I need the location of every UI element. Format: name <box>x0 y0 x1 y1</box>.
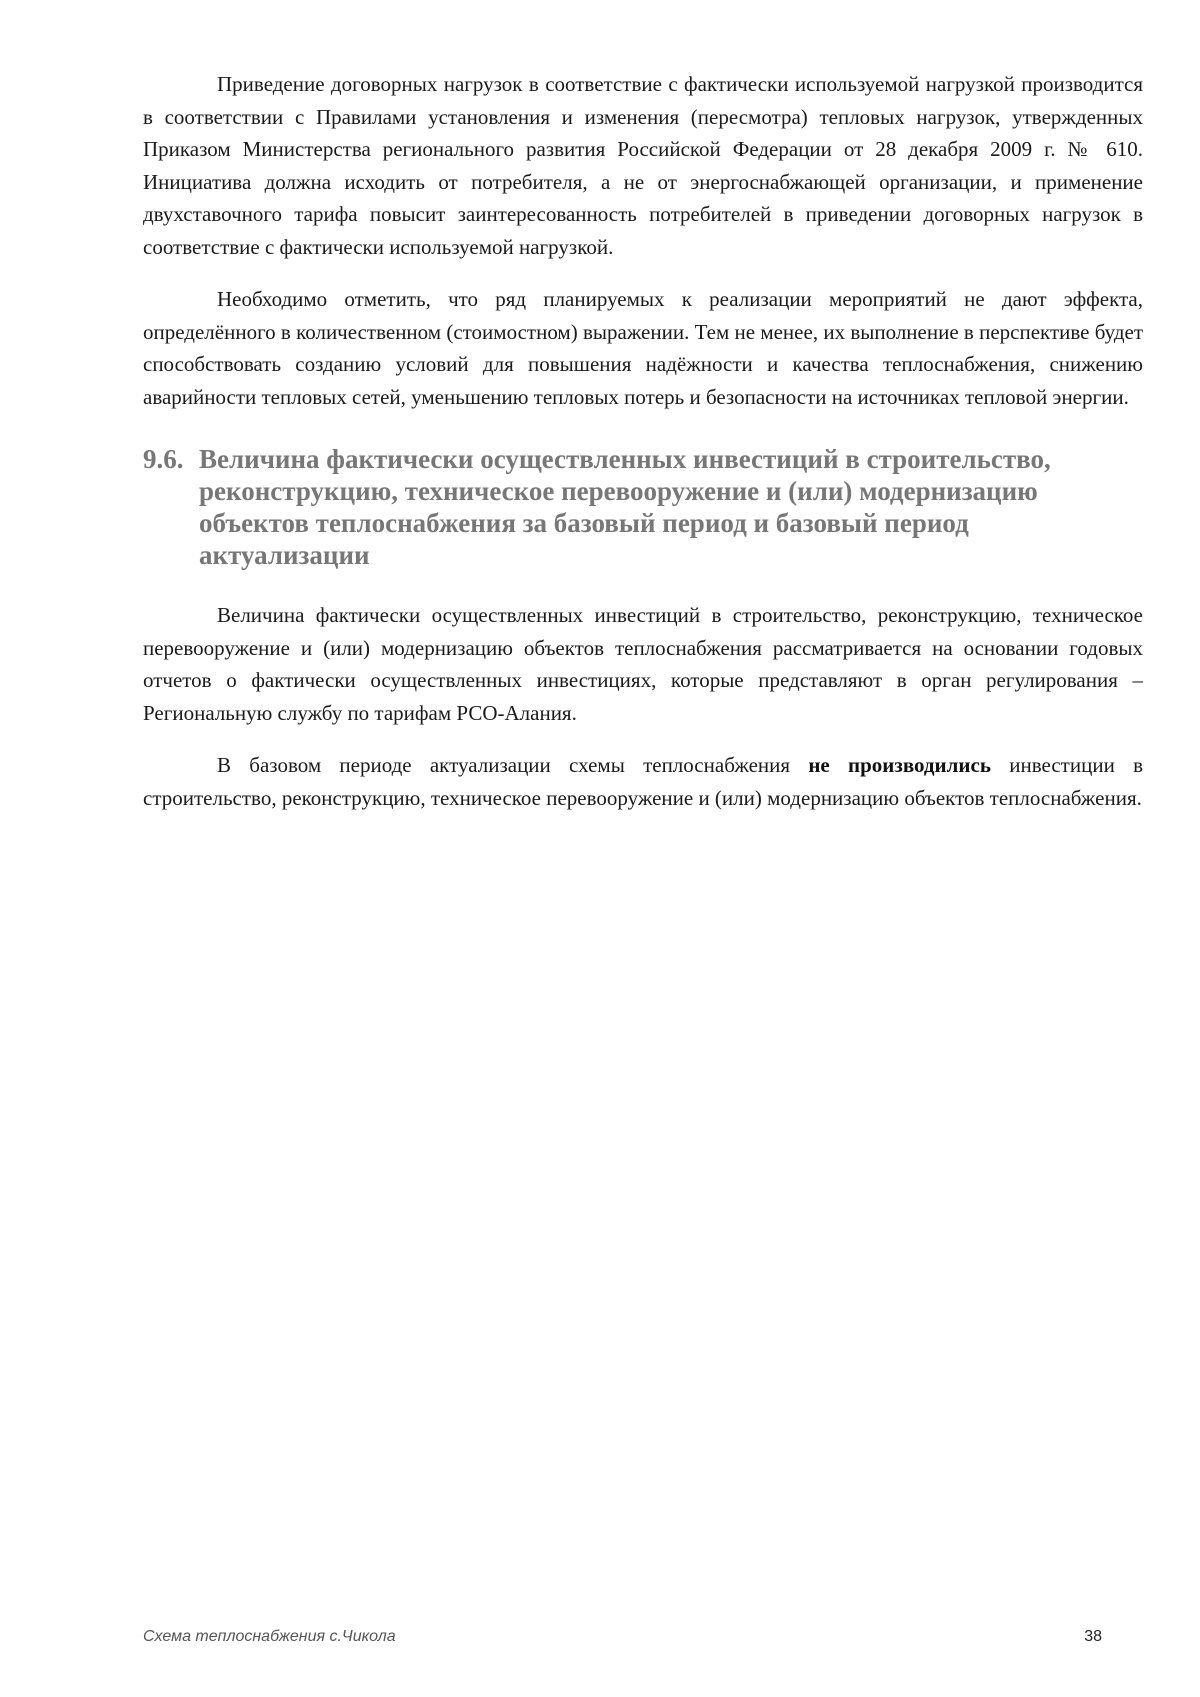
page-content <box>143 68 1143 834</box>
body-paragraph-4 <box>143 749 1143 814</box>
paragraph-4-emphasis: не производились <box>808 753 991 777</box>
body-paragraph-1: Приведение договорных нагрузок в соответствие с фактически используемой нагрузкой производится в соответствии с Правилами установления и изменения (пересмотра) тепловых нагрузок, утвержденных Приказом Министерства регионального развития Российской Федерации от 28 декабря 2009 г. № 610. Инициатива должна исходить от потребителя, а не от энергоснабжающей организации, и применение двухставочного тарифа повысит заинтересованность потребителей в приведении договорных нагрузок в соответствие с фактически используемой нагрузкой. <box>143 72 1143 259</box>
section-number: 9.6. <box>143 444 184 474</box>
body-paragraph-2: Необходимо отметить, что ряд планируемых к реализации мероприятий не дают эффекта, определённого в количественном (стоимостном) выражении. Тем не менее, их выполнение в перспективе будет способствовать созданию условий для повышения надёжности и качества теплоснабжения, снижению аварийности тепловых сетей, уменьшению тепловых потерь и безопасности на источниках тепловой энергии. <box>143 287 1143 409</box>
paragraph-4-start: В базовом периоде актуализации схемы теплоснабжения <box>217 753 809 777</box>
body-paragraph-3: Величина фактически осуществленных инвестиций в строительство, реконструкцию, техническое перевооружение и (или) модернизацию объектов теплоснабжения рассматривается на основании годовых отчетов о фактически осуществленных инвестициях, которые представляют в орган регулирования – Региональную службу по тарифам РСО-Алания. <box>143 603 1143 725</box>
section-title: Величина фактически осуществленных инвестиций в строительство, реконструкцию, техническое перевооружение и (или) модернизацию объектов теплоснабжения за базовый период и базовый период актуализации <box>199 444 1051 570</box>
footer-page-number: 38 <box>1084 1628 1102 1645</box>
paragraph-4-end: инвестиции в строительство, реконструкцию, техническое перевооружение и (или) модернизацию объектов теплоснабжения. <box>143 753 1143 810</box>
page-footer <box>143 1628 1102 1652</box>
footer-document-title: Схема теплоснабжения с.Чикола <box>143 1628 396 1645</box>
section-heading <box>143 443 1143 571</box>
